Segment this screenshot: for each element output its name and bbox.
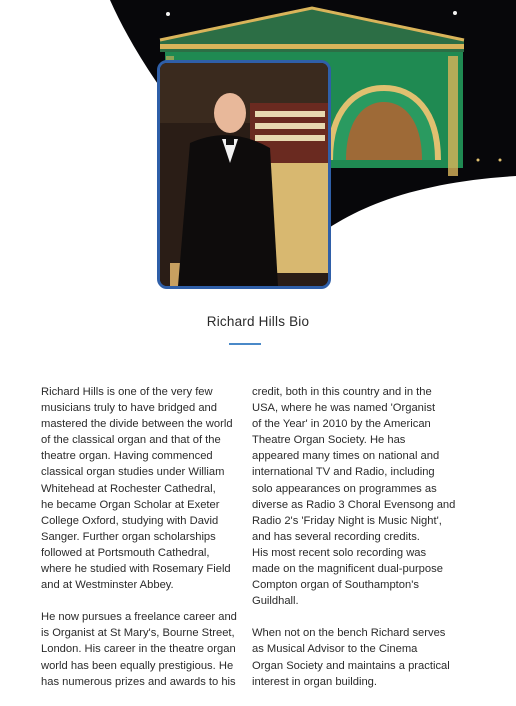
- title-divider: [229, 343, 261, 345]
- bio-paragraph: When not on the bench Richard serves as Musical Advisor to the Cinema Organ Society and maintains a practical interest in organ building.: [252, 627, 450, 688]
- bio-paragraph: credit, both in this country and in the USA, where he was named 'Organist of the Year' in 2010 by the American Theatre Organ Society. He has appeared many times on national and international TV and Radio, including solo appearances on programmes as diverse as Radio 3 Choral Evensong and Radio 2's 'Friday Night is Music Night', and has several recording credits. His most recent solo recording was made on the magnificent dual-purpose Compton organ of Southampton's Guildhall.: [252, 386, 456, 608]
- portrait-photo: [157, 60, 331, 289]
- bio-paragraph: He now pursues a freelance career and is Organist at St Mary's, Bourne Street, London. His career in the theatre organ world has been equally prestigious. He has numerous prizes and awards to his: [41, 611, 237, 688]
- bio-column-left: [41, 384, 253, 706]
- bio-column-right: [252, 384, 464, 706]
- bio-paragraph: Richard Hills is one of the very few musicians truly to have bridged and mastered the divide between the world of the classical organ and that of the theatre organ. Having commenced classical organ studies under William Whitehead at Rochester Cathedral, he became Organ Scholar at Exeter College Oxford, studying with David Sanger. Further organ scholarships followed at Portsmouth Cathedral, where he studied with Rosemary Field and at Westminster Abbey.: [41, 386, 233, 592]
- page-title: Richard Hills Bio: [206, 314, 310, 329]
